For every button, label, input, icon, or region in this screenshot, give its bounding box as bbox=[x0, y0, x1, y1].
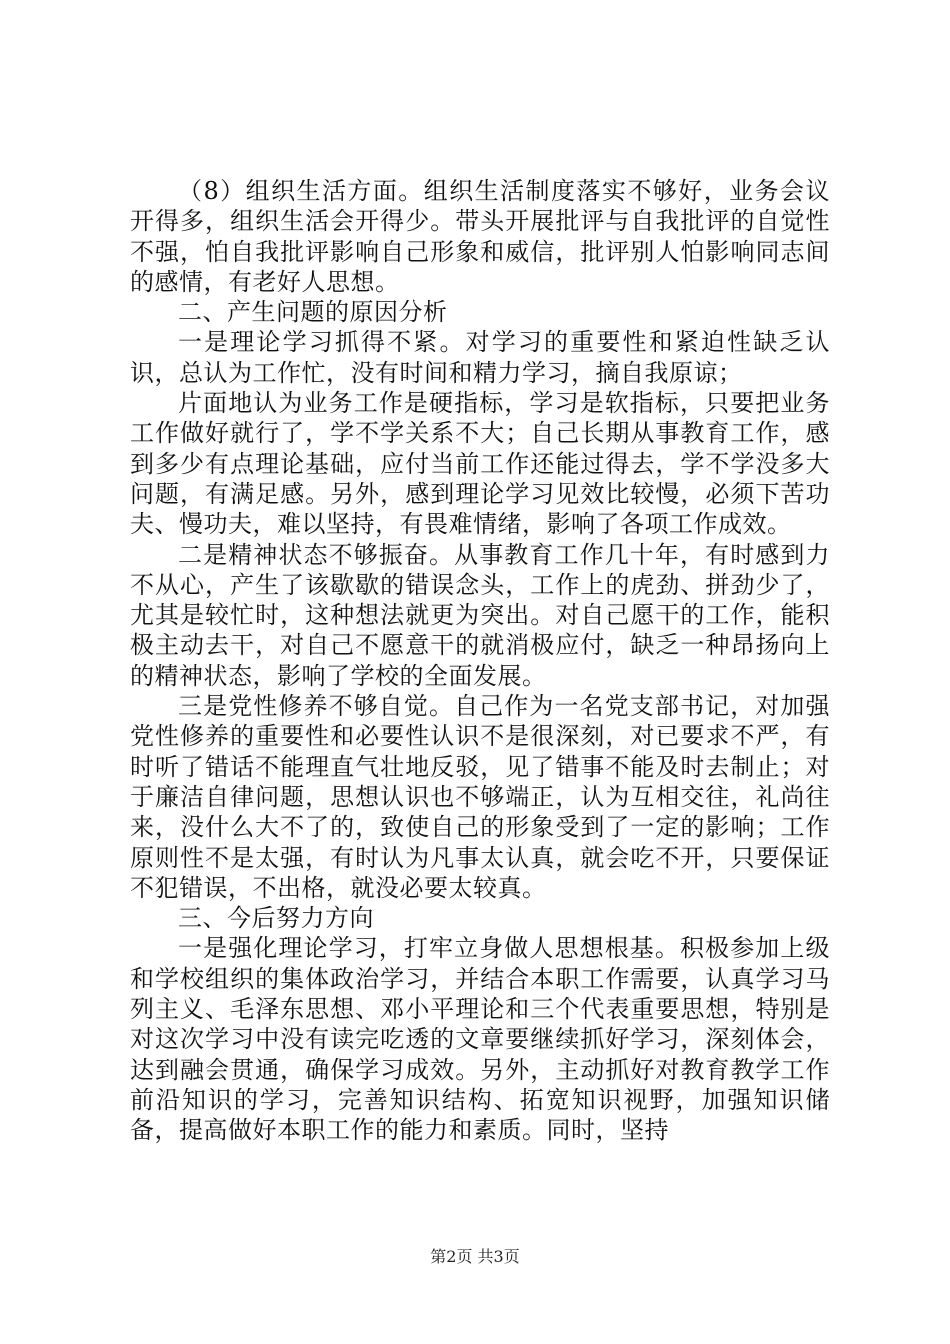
paragraph-mental-state: 二是精神状态不够振奋。从事教育工作几十年，有时感到力不从心，产生了该歇歇的错误念头，工作上的虎劲、拼劲少了，尤其是较忙时，这种想法就更为突出。对自己愿干的工作，能积极主动去干，对自己不愿意干的就消极应付，缺乏一种昂扬向上的精神状态，影响了学校的全面发展。 bbox=[130, 540, 830, 690]
section-heading-cause-analysis: 二、产生问题的原因分析 bbox=[178, 298, 448, 327]
document-body bbox=[130, 176, 830, 1146]
paragraph-org-life: （8）组织生活方面。组织生活制度落实不够好，业务会议开得多，组织生活会开得少。带头开展批评与自我批评的自觉性不强，怕自我批评影响自己形象和威信，批评别人怕影响同志间的感情，有老好人思想。 bbox=[130, 177, 830, 296]
paragraph-strengthen-theory: 一是强化理论学习，打牢立身做人思想根基。积极参加上级和学校组织的集体政治学习，并结合本职工作需要，认真学习马列主义、毛泽东思想、邓小平理论和三个代表重要思想，特别是对这次学习中没有读完吃透的文章要继续抓好学习，深刻体会，达到融会贯通，确保学习成效。另外，主动抓好对教育教学工作前沿知识的学习，完善知识结构、拓宽知识视野，加强知识储备，提高做好本职工作的能力和素质。同时，坚持 bbox=[130, 934, 830, 1145]
section-heading-future-direction: 三、今后努力方向 bbox=[178, 904, 374, 933]
paragraph-one-sided-view: 片面地认为业务工作是硬指标，学习是软指标，只要把业务工作做好就行了，学不学关系不大；自己长期从事教育工作，感到多少有点理论基础，应付当前工作还能过得去，学不学没多大问题，有满足感。另外，感到理论学习见效比较慢，必须下苦功夫、慢功夫，难以坚持，有畏难情绪，影响了各项工作成效。 bbox=[130, 389, 830, 539]
paragraph-theory-study: 一是理论学习抓得不紧。对学习的重要性和紧迫性缺乏认识，总认为工作忙，没有时间和精力学习，摘自我原谅； bbox=[130, 328, 830, 387]
page-number-footer: 第2页 共3页 bbox=[430, 1247, 520, 1266]
paragraph-party-spirit: 三是党性修养不够自觉。自己作为一名党支部书记，对加强党性修养的重要性和必要性认识不是很深刻，对已要求不严，有时听了错话不能理直气壮地反驳，见了错事不能及时去制止；对于廉洁自律问题，思想认识也不够端正，认为互相交往，礼尚往来，没什么大不了的，致使自己的形象受到了一定的影响；工作原则性不是太强，有时认为凡事太认真，就会吃不开，只要保证不犯错误，不出格，就没必要太较真。 bbox=[130, 692, 830, 902]
